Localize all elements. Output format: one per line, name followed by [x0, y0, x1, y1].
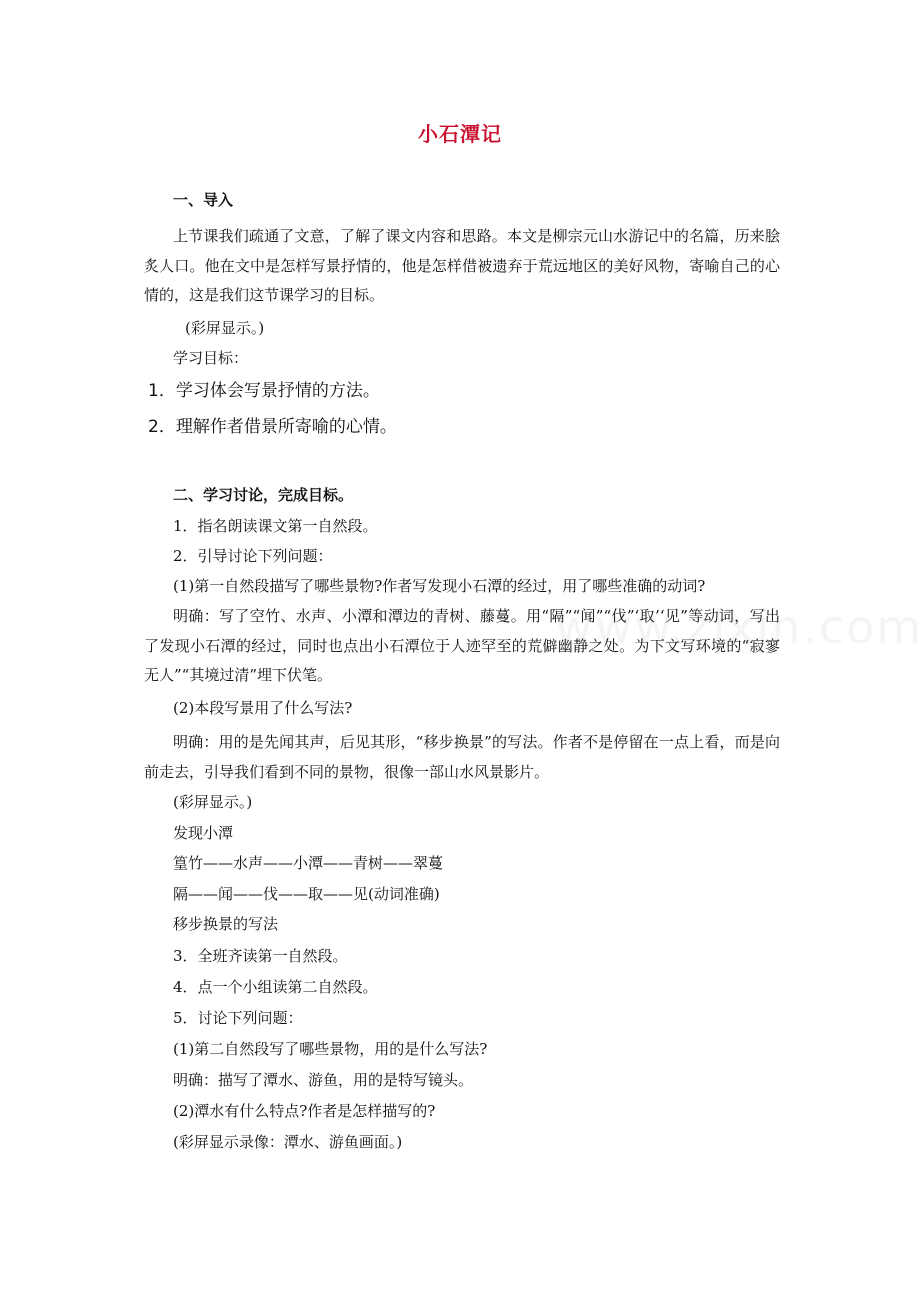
board-line-3: 移步换景的写法 [173, 915, 279, 933]
goal-item-2: 2．理解作者借景所寄喻的心情。 [148, 417, 397, 437]
display-note-2: (彩屏显示。) [173, 793, 253, 811]
goals-label: 学习目标： [173, 349, 249, 367]
question-2: (2)本段写景用了什么写法? [173, 699, 353, 717]
list-item-4: 4．点一个小组读第二自然段。 [173, 978, 378, 996]
board-line-1: 篁竹——水声——小潭——青树——翠蔓 [173, 854, 444, 872]
answer-2: 明确：用的是先闻其声，后见其形，“移步换景”的写法。作者不是停留在一点上看，而是向前走去，引导我们看到不同的景物，很像一部山水风景影片。 [144, 733, 780, 781]
answer-3: 明确：描写了潭水、游鱼，用的是特写镜头。 [173, 1071, 474, 1089]
section-heading-discussion: 二、学习讨论，完成目标。 [173, 486, 354, 504]
document-title: 小石潭记 [418, 122, 502, 146]
board-line-2: 隔——闻——伐——取——见(动词准确) [173, 885, 440, 903]
goal-item-1: 1．学习体会写景抒情的方法。 [148, 381, 380, 401]
list-item-3: 3．全班齐读第一自然段。 [173, 947, 348, 965]
intro-paragraph: 上节课我们疏通了文意，了解了课文内容和思路。本文是柳宗元山水游记中的名篇，历来脍炙人口。他在文中是怎样写景抒情的，他是怎样借被遗弃于荒远地区的美好风物，寄喻自己的心情的，这是我们这节课学习的目标。 [144, 227, 780, 304]
list-item-5: 5．讨论下列问题： [173, 1009, 303, 1027]
answer-1: 明确：写了空竹、水声、小潭和潭边的青树、藤蔓。用“隔”“闻”“伐”‘取’‘见”等动词，写出了发现小石潭的经过，同时也点出小石潭位于人迹罕至的荒僻幽静之处。为下文写环境的“寂寥无人”“其境过清”埋下伏笔。 [144, 607, 780, 684]
question-4: (2)潭水有什么特点?作者是怎样描写的? [173, 1102, 436, 1120]
board-title: 发现小潭 [173, 824, 234, 842]
question-1: (1)第一自然段描写了哪些景物?作者写发现小石潭的经过，用了哪些准确的动词? [173, 577, 706, 595]
display-video-note: (彩屏显示录像：潭水、游鱼画面。) [173, 1133, 403, 1151]
section-heading-intro: 一、导入 [173, 191, 234, 209]
display-note: (彩屏显示。) [185, 319, 265, 337]
question-3: (1)第二自然段写了哪些景物，用的是什么写法? [173, 1040, 488, 1058]
list-item-1: 1．指名朗读课文第一自然段。 [173, 517, 378, 535]
list-item-2: 2．引导讨论下列问题： [173, 547, 333, 565]
